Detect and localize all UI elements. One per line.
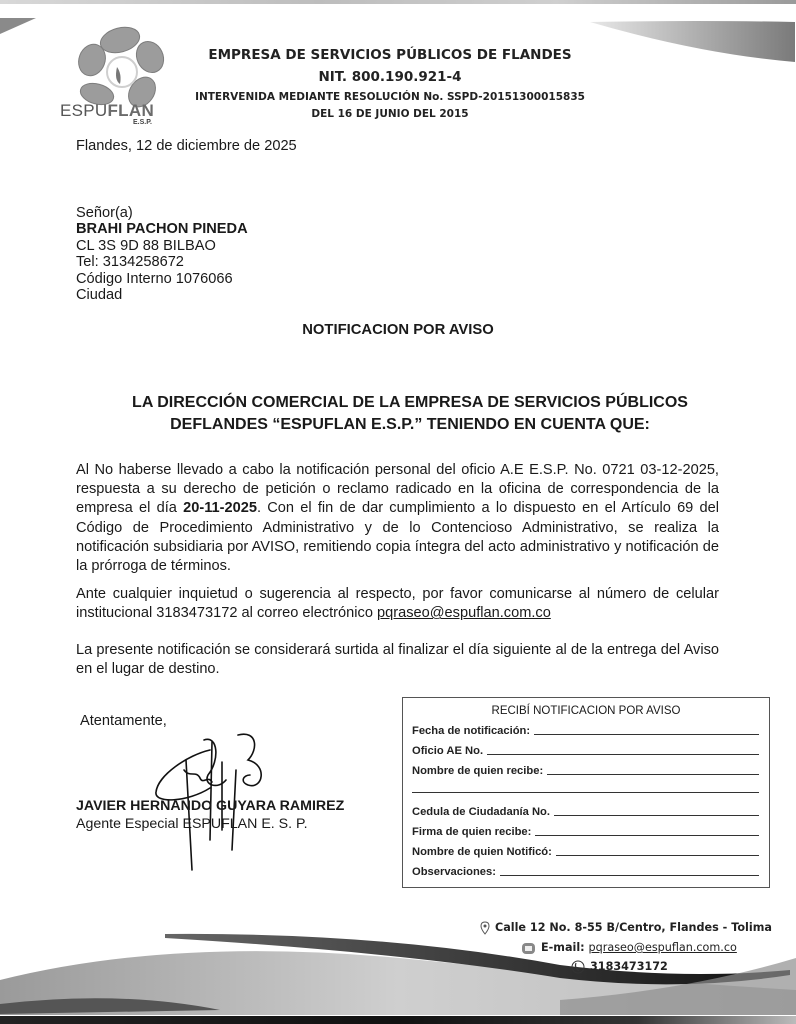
signer-name: JAVIER HERNANDO GUYARA RAMIREZ [76,798,345,814]
body-paragraph-3: La presente notificación se considerará surtida al finalizar el día siguiente al de la entrega del Aviso en el lugar de destino. [76,642,719,678]
letter-date: Flandes, 12 de diciembre de 2025 [76,138,297,154]
body-paragraph-1 [76,461,719,576]
recipient-salutation: Señor(a) [76,205,133,221]
contact-email-link[interactable]: pqraseo@espuflan.com.co [377,605,551,622]
location-pin-icon [480,921,490,935]
company-name: EMPRESA DE SERVICIOS PÚBLICOS DE FLANDES [208,47,572,63]
p1-text-end: . Con el fin de dar cumplimiento a lo dispuesto en el Artículo 69 del Código de Procedimiento Administrativo y de lo Contencioso Administrativo, se realiza la notificación subsidiaria por AVISO, remitiendo copia íntegra del acto administrativo y notificación de la prórroga de términos. [76,500,720,575]
heading-line-2: DEFLANDES “ESPUFLAN E.S.P.” TENIENDO EN CUENTA QUE: [170,416,650,433]
logo-wordmark: ESPUFLAN [60,101,155,120]
field-notification-date[interactable]: Fecha de notificación: [412,725,759,737]
footer-address: Calle 12 No. 8-55 B/Centro, Flandes - Tolima [480,921,772,935]
section-heading [100,392,720,436]
field-receiver-name[interactable]: Nombre de quien recibe: [412,765,759,777]
signer-role: Agente Especial ESPUFLAN E. S. P. [76,816,308,832]
footer-email: E-mail: pqraseo@espuflan.com.co [521,941,737,955]
intervention-resolution: INTERVENIDA MEDIANTE RESOLUCIÓN No. SSPD-20151300015835 [195,91,585,103]
recipient-block [76,205,248,303]
recipient-internal-code: Código Interno 1076066 [76,270,233,287]
logo-suffix: E.S.P. [133,119,152,126]
footer-phone: 3183473172 [571,960,668,974]
intervention-date: DEL 16 DE JUNIO DEL 2015 [311,108,469,120]
p2-text: Ante cualquier inquietud o sugerencia al respecto, por favor comunicarse al número de celular institucional 3183473172 al correo electrónico [76,586,719,622]
closing-phrase: Atentamente, [80,713,167,729]
p1-text-start: Al No haberse llevado a cabo la notificación personal del oficio A.E E.S.P. No. 0721 03-12-2025, respuesta a su derecho de petición o reclamo radicado en la oficina de correspondencia de la empresa el día [76,462,719,517]
company-nit: NIT. 800.190.921-4 [318,69,462,85]
heading-line-1: LA DIRECCIÓN COMERCIAL DE LA EMPRESA DE SERVICIOS PÚBLICOS [132,394,688,411]
field-id-number[interactable]: Cedula de Ciudadanía No. [412,806,759,818]
recipient-address: CL 3S 9D 88 BILBAO [76,237,216,254]
top-border [0,0,796,4]
corner-swoosh-decoration [0,18,40,38]
email-icon [521,942,536,955]
field-receiver-name-continued[interactable] [412,783,759,795]
field-receiver-signature[interactable]: Firma de quien recibe: [412,826,759,838]
field-observations[interactable]: Observaciones: [412,866,759,878]
header-swoosh-decoration [590,14,796,64]
bottom-border [0,1016,796,1024]
phone-icon [571,960,585,974]
body-paragraph-2 [76,585,719,623]
recipient-phone: Tel: 3134258672 [76,254,184,271]
field-notifier-name[interactable]: Nombre de quien Notificó: [412,846,759,858]
field-office-number[interactable]: Oficio AE No. [412,745,759,757]
footer-email-link[interactable]: pqraseo@espuflan.com.co [588,941,737,954]
filing-date: 20-11-2025 [183,500,257,517]
document-title: NOTIFICACION POR AVISO [302,322,494,338]
receipt-box-title: RECIBÍ NOTIFICACION POR AVISO [491,705,681,717]
recipient-city: Ciudad [76,286,123,303]
recipient-name: BRAHI PACHON PINEDA [76,221,248,238]
receipt-acknowledgement-box [402,697,770,888]
